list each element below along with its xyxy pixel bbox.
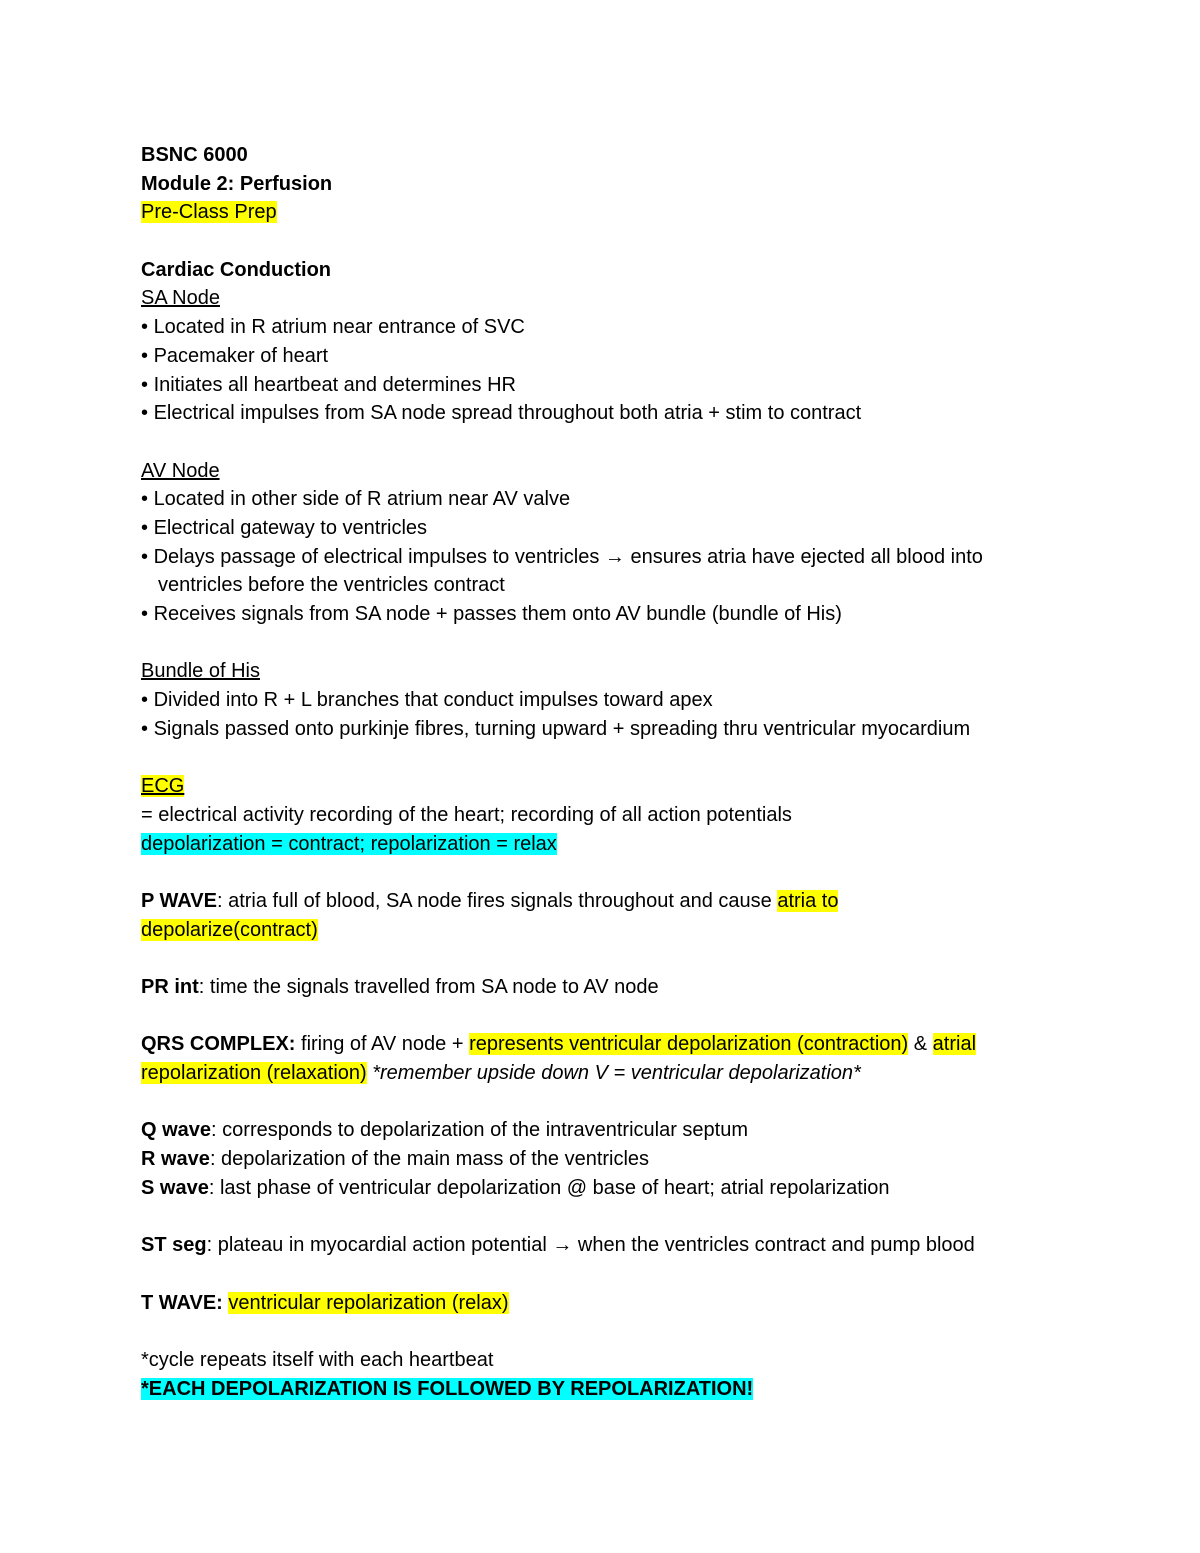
final-note: *EACH DEPOLARIZATION IS FOLLOWED BY REPOLARIZATION! xyxy=(141,1377,754,1400)
r-wave-line: R wave: depolarization of the main mass of the ventricles xyxy=(141,1148,650,1171)
list-item: • Located in other side of R atrium near AV valve xyxy=(141,485,1071,514)
st-segment-line: ST seg: plateau in myocardial action potential → when the ventricles contract and pump blood xyxy=(141,1234,975,1257)
list-item: • Receives signals from SA node + passes them onto AV bundle (bundle of His) xyxy=(141,600,1071,629)
list-item-delays: • Delays passage of electrical impulses to ventricles → ensures atria have ejected all blood into xyxy=(141,543,1071,572)
heading-av-node: AV Node xyxy=(141,459,220,482)
list-item: • Divided into R + L branches that conduct impulses toward apex xyxy=(141,686,1071,715)
pr-interval-line: PR int: time the signals travelled from SA node to AV node xyxy=(141,975,659,998)
s-wave-line: S wave: last phase of ventricular depolarization @ base of heart; atrial repolarization xyxy=(141,1176,890,1199)
ecg-definition: = electrical activity recording of the heart; recording of all action potentials xyxy=(141,803,792,826)
list-item: • Initiates all heartbeat and determines HR xyxy=(141,371,1071,400)
heading-bundle-of-his: Bundle of His xyxy=(141,660,260,683)
st-segment-label: ST seg xyxy=(141,1234,207,1257)
list-item: • Electrical impulses from SA node spread throughout both atria + stim to contract xyxy=(141,399,1071,428)
list-item: • Pacemaker of heart xyxy=(141,342,1071,371)
module-title: Module 2: Perfusion xyxy=(141,172,333,195)
list-item: • Signals passed onto purkinje fibres, turning upward + spreading thru ventricular myocardium xyxy=(141,715,1071,744)
qrs-complex-line: QRS COMPLEX: firing of AV node + represents ventricular depolarization (contraction) & atrial xyxy=(141,1033,977,1056)
s-wave-label: S wave xyxy=(141,1176,209,1199)
pr-interval-label: PR int xyxy=(141,975,199,998)
arrow-right-icon: → xyxy=(552,1234,573,1257)
arrow-right-icon: → xyxy=(604,545,625,568)
section-title-cardiac-conduction: Cardiac Conduction xyxy=(141,258,332,281)
heading-ecg: ECG xyxy=(141,775,185,798)
qrs-complex-line-2: repolarization (relaxation) *remember upside down V = ventricular depolarization* xyxy=(141,1062,861,1084)
t-wave-line: T WAVE: ventricular repolarization (relax) xyxy=(141,1291,509,1314)
cycle-note: *cycle repeats itself with each heartbeat xyxy=(141,1348,494,1371)
list-item: • Located in R atrium near entrance of SVC xyxy=(141,313,1071,342)
list-item-continuation: ventricles before the ventricles contract xyxy=(158,574,505,597)
t-wave-label: T WAVE: xyxy=(141,1291,223,1314)
document-page xyxy=(141,141,1071,1403)
p-wave-label: P WAVE xyxy=(141,889,217,912)
qrs-complex-label: QRS COMPLEX: xyxy=(141,1033,296,1056)
q-wave-line: Q wave: corresponds to depolarization of the intraventricular septum xyxy=(141,1119,748,1142)
heading-sa-node: SA Node xyxy=(141,287,220,310)
p-wave-highlight: depolarize(contract) xyxy=(141,918,318,941)
ecg-summary: depolarization = contract; repolarization = relax xyxy=(141,832,557,855)
list-item: • Electrical gateway to ventricles xyxy=(141,514,1071,543)
q-wave-label: Q wave xyxy=(141,1119,212,1142)
course-code: BSNC 6000 xyxy=(141,144,248,166)
p-wave-line: P WAVE: atria full of blood, SA node fires signals throughout and cause atria to xyxy=(141,889,839,912)
pre-class-prep-label: Pre-Class Prep xyxy=(141,201,277,224)
r-wave-label: R wave xyxy=(141,1148,210,1171)
qrs-note: *remember upside down V = ventricular depolarization* xyxy=(366,1062,861,1084)
